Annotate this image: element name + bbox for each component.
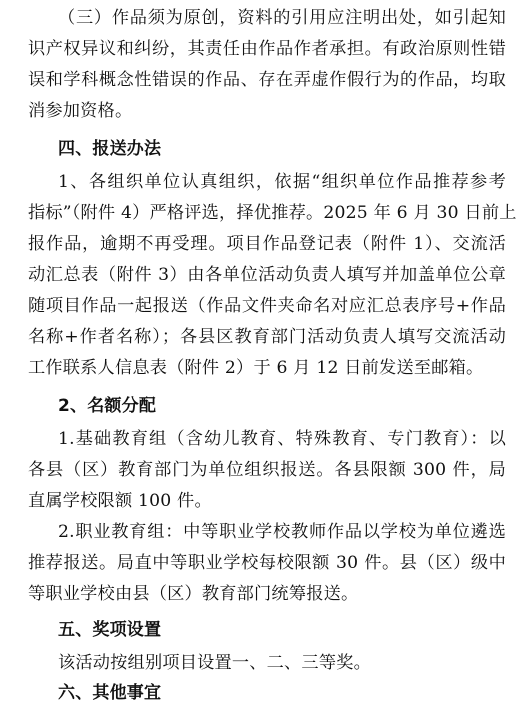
section-heading-awards: 五、奖项设置 [58,620,162,640]
section-heading-submission: 四、报送办法 [58,139,162,159]
paragraph-submission-line: 工作联系人信息表（附件 2）于 6 月 12 日前发送至邮箱。 [28,358,484,378]
paragraph-originality-line: 消参加资格。 [28,101,133,121]
paragraph-quota-vocational-line: 推荐报送。局直中等职业学校每校限额 30 件。县（区）级中 [28,553,506,573]
paragraph-quota-basic-line: 直属学校限额 100 件。 [28,491,212,511]
paragraph-submission-line: 指标”（附件 4）严格评选，择优推荐。2025 年 6 月 30 日前上 [28,203,517,223]
section-heading-other: 六、其他事宜 [58,683,162,703]
paragraph-originality-line: 识产权异议和纠纷，其责任由作品作者承担。有政治原则性错 [28,39,506,59]
paragraph-submission-line: 1、各组织单位认真组织，依据“组织单位作品推荐参考 [58,172,506,192]
paragraph-awards: 该活动按组别项目设置一、二、三等奖。 [58,653,371,673]
paragraph-submission-line: 报作品，逾期不再受理。项目作品登记表（附件 1）、交流活 [28,234,506,254]
paragraph-originality-line: （三）作品须为原创，资料的引用应注明出处，如引起知 [58,8,506,28]
paragraph-quota-basic-line: 各县（区）教育部门为单位组织报送。各县限额 300 件，局 [28,460,506,480]
paragraph-quota-basic-line: 1.基础教育组（含幼儿教育、特殊教育、专门教育）：以 [58,429,506,449]
paragraph-quota-vocational-line: 等职业学校由县（区）教育部门统筹报送。 [28,584,359,604]
paragraph-submission-line: 动汇总表（附件 3）由各单位活动负责人填写并加盖单位公章 [28,265,506,285]
paragraph-originality-line: 误和学科概念性错误的作品、存在弄虚作假行为的作品，均取 [28,70,506,90]
paragraph-quota-vocational-line: 2.职业教育组：中等职业学校教师作品以学校为单位遴选 [58,522,506,542]
paragraph-submission-line: 名称+作者名称）；各县区教育部门活动负责人填写交流活动 [28,327,506,347]
paragraph-submission-line: 随项目作品一起报送（作品文件夹命名对应汇总表序号+作品 [28,296,506,316]
section-heading-quota: 2、名额分配 [58,396,157,416]
